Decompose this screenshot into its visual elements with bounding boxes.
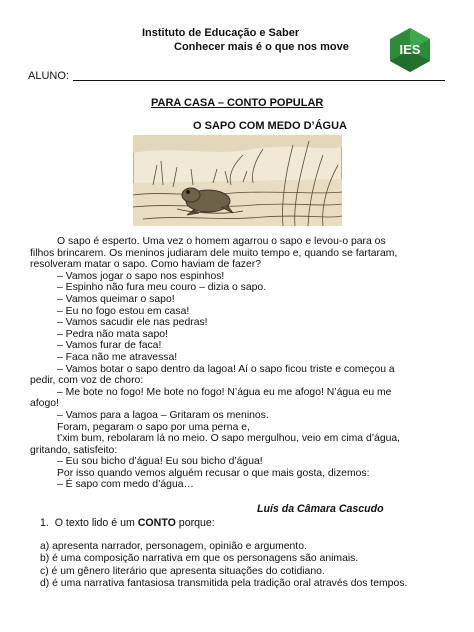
story-line: Foram, pegaram o sapo por uma perna e,	[57, 421, 250, 433]
story-line: – Pedra não mata sapo!	[57, 328, 168, 340]
story-line: O sapo é esperto. Uma vez o homem agarrou o sapo e levou-o para os	[57, 236, 386, 247]
story-line: – Vamos sacudir ele nas pedras!	[57, 317, 208, 329]
story-line: t’xim bum, rebolaram lá no meio. O sapo mergulhou, veio em cima d’água,	[57, 433, 401, 445]
institution-motto: Conhecer mais é o que nos move	[174, 41, 349, 53]
answer-option-c[interactable]: c) é um gênero literário que apresenta situações do cotidiano.	[40, 565, 325, 577]
question-keyword: CONTO	[137, 517, 176, 529]
story-text	[30, 236, 450, 491]
story-line: gritando, satisfeito:	[30, 444, 118, 456]
story-line: filhos brincarem. Os meninos judiaram dele muito tempo e, quando se fartaram,	[30, 247, 398, 259]
story-line: pedir, com voz de choro:	[30, 375, 144, 387]
answer-option-a[interactable]: a) apresenta narrador, personagem, opinião e argumento.	[40, 541, 307, 552]
story-line: – É sapo com medo d’água…	[57, 479, 194, 491]
answer-option-b[interactable]: b) é uma composição narrativa em que os personagens são animais.	[40, 553, 359, 565]
story-line: – Faca não me atravessa!	[57, 351, 178, 363]
question-prefix: O texto lido é um	[54, 517, 135, 529]
section-title: PARA CASA – CONTO POPULAR	[151, 97, 324, 109]
story-line: resolveram matar o sapo. Como haviam de fazer?	[30, 259, 262, 271]
question-1	[40, 517, 215, 529]
story-line: afogo!	[30, 398, 59, 410]
story-line: – Vamos furar de faca!	[57, 340, 162, 352]
ies-logo	[386, 26, 434, 74]
story-title: O SAPO COM MEDO D’ÁGUA	[193, 120, 348, 132]
student-label: ALUNO:	[28, 70, 69, 82]
logo-text: IES	[399, 42, 421, 57]
story-line: Por isso quando vemos alguém recusar o que mais gosta, dizemos:	[57, 467, 370, 479]
question-suffix: porque:	[178, 517, 215, 529]
story-author: Luís da Câmara Cascudo	[257, 503, 384, 515]
story-line: – Vamos botar o sapo dentro da lagoa! Aí o sapo ficou triste e começou a	[57, 363, 395, 375]
story-line: – Me bote no fogo! Me bote no fogo! N’água eu me afogo! N’água eu me	[57, 386, 392, 398]
frog-lagoon-illustration	[133, 135, 342, 226]
institution-name: Instituto de Educação e Saber	[142, 27, 300, 39]
story-line: – Vamos jogar o sapo nos espinhos!	[57, 270, 225, 282]
story-line: – Espinho não fura meu couro – dizia o sapo.	[57, 282, 267, 294]
story-line: – Vamos queimar o sapo!	[57, 293, 175, 305]
answer-options	[40, 541, 407, 591]
student-name-line[interactable]	[73, 80, 445, 81]
story-line: – Eu no fogo estou em casa!	[57, 305, 190, 317]
answer-option-d[interactable]: d) é uma narrativa fantasiosa transmitida pela tradição oral através dos tempos.	[40, 578, 408, 590]
question-number: 1.	[40, 517, 49, 529]
story-line: – Eu sou bicho d’água! Eu sou bicho d’água!	[57, 456, 263, 468]
story-line: – Vamos para a lagoa – Gritaram os meninos.	[57, 409, 269, 421]
